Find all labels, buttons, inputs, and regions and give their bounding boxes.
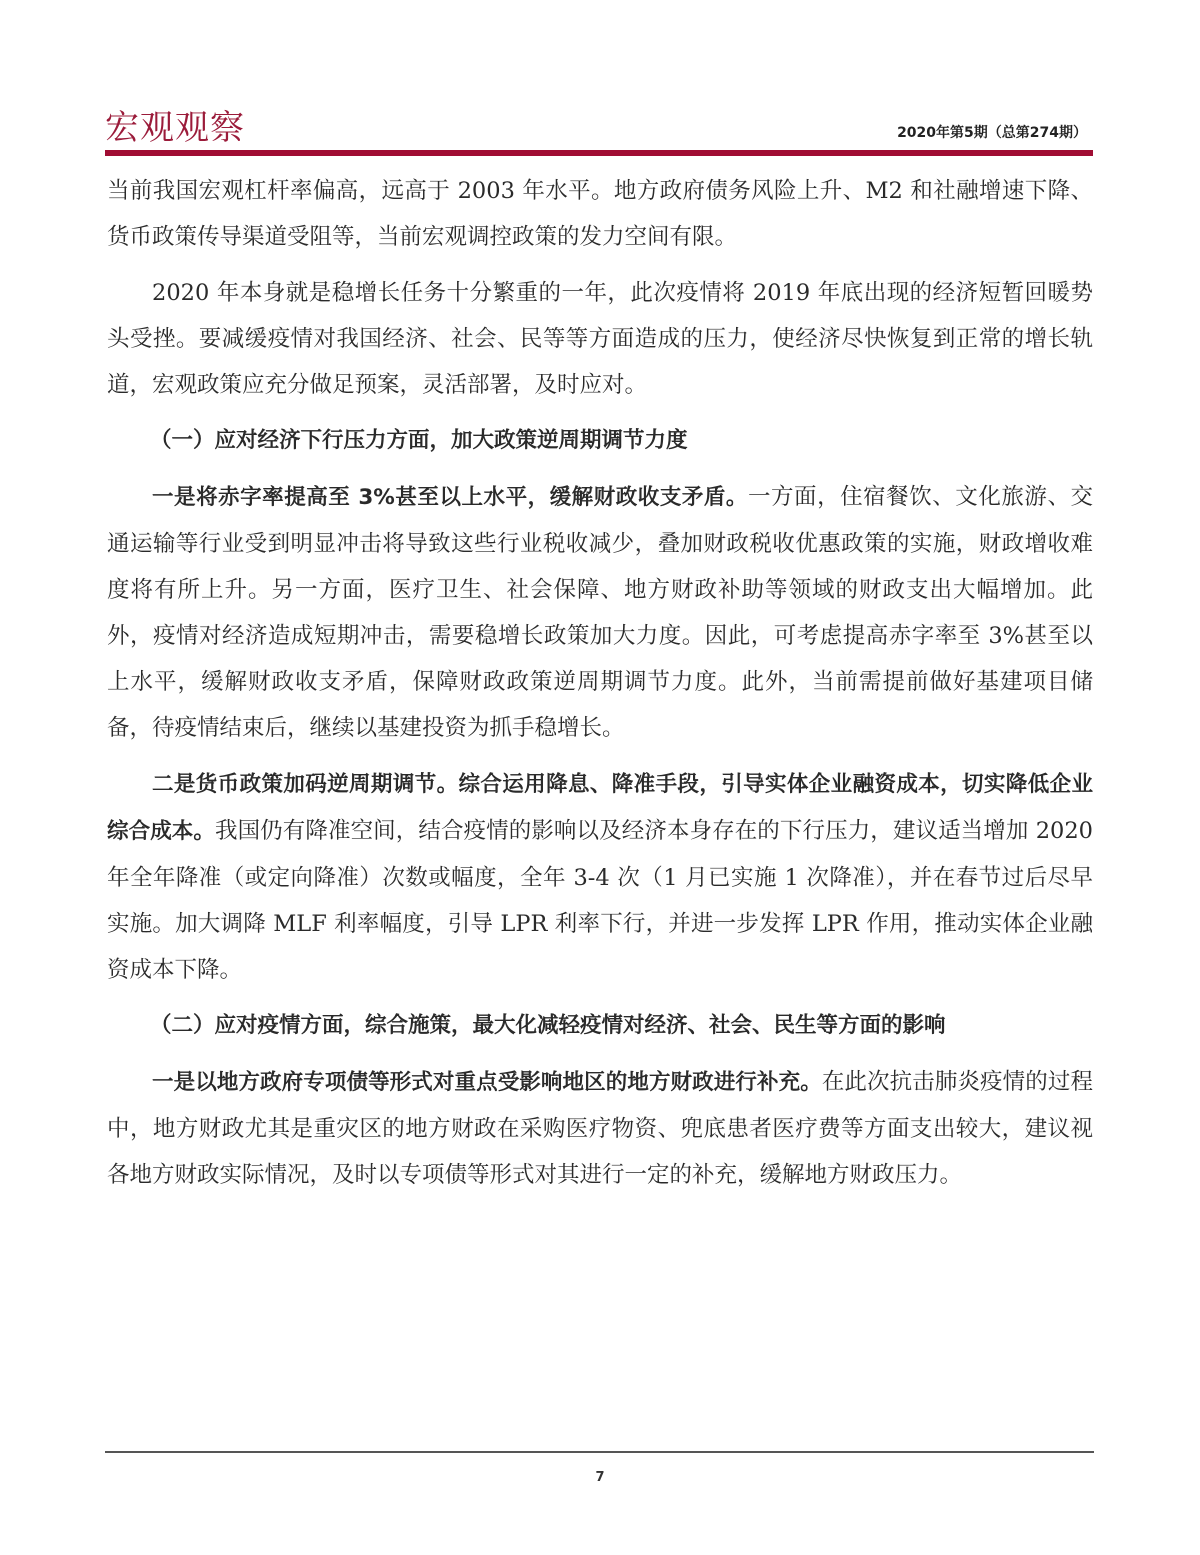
page-number: 7 (595, 1470, 605, 1485)
journal-title: 宏观观察 (105, 108, 245, 148)
paragraph-2020-outlook: 2020 年本身就是稳增长任务十分繁重的一年，此次疫情将 2019 年底出现的经济短暂回暖势头受挫。要减缓疫情对我国经济、社会、民等等方面造成的压力，使经济尽快恢复到正常的增长轨道，宏观政策应充分做足预案，灵活部署，及时应对。 (107, 280, 1093, 398)
section-heading-2: （二）应对疫情方面，综合施策，最大化减轻疫情对经济、社会、民生等方面的影响 (150, 1013, 946, 1038)
paragraph-fiscal-deficit (107, 474, 1093, 751)
paragraph-monetary-policy (107, 761, 1093, 993)
key-point-fiscal: 一是将赤字率提高至 3%甚至以上水平，缓解财政收支矛盾。 (152, 485, 748, 510)
paragraph-text: 我国仍有降准空间，结合疫情的影响以及经济本身存在的下行压力，建议适当增加 2020 年全年降准（或定向降准）次数或幅度，全年 3-4 次（1 月已实施 1 次降准），并在春节过后尽早实施。加大调降 MLF 利率幅度，引导 LPR 利率下行，并进一步发挥 LPR 作用，推动实体企业融资成本下降。 (107, 818, 1093, 983)
paragraph-leverage: 当前我国宏观杠杆率偏高，远高于 2003 年水平。地方政府债务风险上升、M2 和社融增速下降、货币政策传导渠道受阻等，当前宏观调控政策的发力空间有限。 (107, 178, 1093, 250)
paragraph-local-bonds (107, 1059, 1093, 1198)
document-body (107, 168, 1093, 1198)
key-point-local-bonds: 一是以地方政府专项债等形式对重点受影响地区的地方财政进行补充。 (152, 1070, 822, 1095)
paragraph-text: 在此次抗击肺炎疫情的过程中，地方财政尤其是重灾区的地方财政在采购医疗物资、兜底患者医疗费等方面支出较大，建议视各地方财政实际情况，及时以专项债等形式对其进行一定的补充，缓解地方财政压力。 (107, 1069, 1093, 1188)
footer-rule (105, 1451, 1094, 1453)
key-point-monetary: 二是货币政策加码逆周期调节。综合运用降息、降准手段，引导实体企业融资成本，切实降低企业综合成本。 (107, 772, 1093, 844)
paragraph-text: 一方面，住宿餐饮、文化旅游、交通运输等行业受到明显冲击将导致这些行业税收减少，叠加财政税收优惠政策的实施，财政增收难度将有所上升。另一方面，医疗卫生、社会保障、地方财政补助等领域的财政支出大幅增加。此外，疫情对经济造成短期冲击，需要稳增长政策加大力度。因此，可考虑提高赤字率至 3%甚至以上水平，缓解财政收支矛盾，保障财政政策逆周期调节力度。此外，当前需提前做好基建项目储备，待疫情结束后，继续以基建投资为抓手稳增长。 (107, 484, 1093, 741)
header-rule (105, 150, 1093, 156)
page-header (105, 106, 1093, 156)
issue-info: 2020年第5期（总第274期） (897, 125, 1087, 141)
section-heading-1: （一）应对经济下行压力方面，加大政策逆周期调节力度 (150, 428, 688, 453)
